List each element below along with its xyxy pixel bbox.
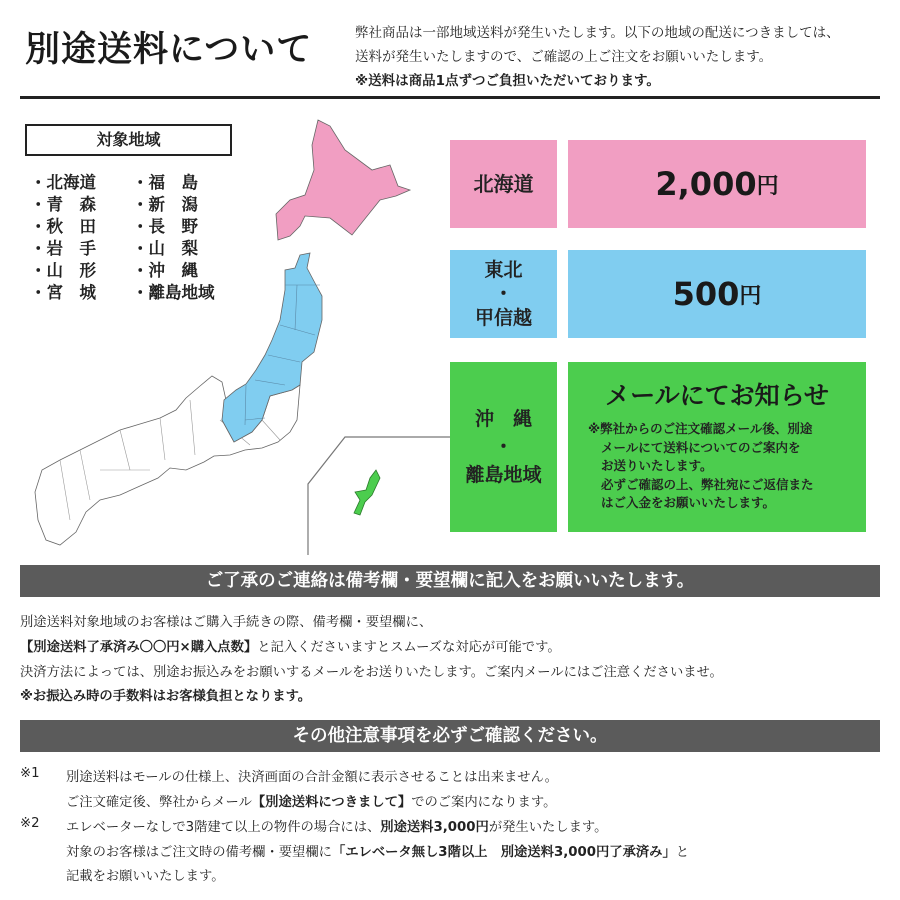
text: と: [675, 845, 690, 860]
region-item: ・長 野: [132, 217, 198, 236]
region-item: ・岩 手: [30, 239, 96, 258]
note-line: お送りいたします。: [601, 458, 713, 473]
region-name: 離島地域: [465, 464, 542, 486]
okinawa-inset-frame: [308, 437, 450, 555]
note-line: [66, 791, 556, 810]
note-line: メールにて送料についてのご案内を: [601, 439, 801, 455]
region-name: 東北: [484, 259, 523, 281]
para-line: [20, 636, 561, 655]
text: と記入くださいますとスムーズな対応が可能です。: [257, 640, 561, 655]
note-line: 記載をお願いいたします。: [66, 869, 225, 884]
region-item: ・沖 縄: [132, 261, 198, 280]
mail-notice-text: [588, 420, 866, 513]
note-mark: ※1: [20, 766, 40, 781]
price-value: 500: [672, 275, 740, 313]
note-line: 必ずご確認の上、弊社宛にご返信また: [601, 476, 814, 492]
price-value: 2,000: [655, 165, 757, 203]
price-tohoku: [568, 250, 866, 338]
text: が発生いたします。: [488, 820, 608, 835]
para-line: ※お振込み時の手数料はお客様負担となります。: [20, 689, 312, 704]
section-banner-notes: その他注意事項を必ずご確認ください。: [20, 720, 880, 752]
note-line: [66, 816, 607, 835]
region-item: ・北海道: [30, 173, 96, 192]
price-unit: 円: [739, 283, 762, 309]
region-item: ・新 潟: [132, 195, 198, 214]
price-okinawa: [568, 362, 866, 532]
region-label-okinawa: [450, 362, 557, 532]
region-item: ・青 森: [30, 195, 96, 214]
mail-notice-heading: メールにてお知らせ: [605, 381, 829, 410]
note-line: 別途送料はモールの仕様上、決済画面の合計金額に表示させることは出来ません。: [66, 770, 558, 785]
note-line: ※弊社からのご注文確認メール後、別途: [588, 421, 813, 436]
region-item: ・宮 城: [30, 283, 96, 302]
page-title: 別途送料について: [25, 30, 313, 70]
text: ご注文確定後、弊社からメール: [66, 795, 252, 810]
text: エレベーターなしで3階建て以上の物件の場合には、: [66, 820, 381, 835]
region-name: 北海道: [473, 172, 534, 196]
region-item: ・秋 田: [30, 217, 96, 236]
note-line: はご入金をお願いいたします。: [601, 495, 776, 510]
region-item: ・福 島: [132, 173, 198, 192]
region-name: 甲信越: [474, 307, 532, 329]
price-unit: 円: [756, 173, 779, 199]
bold-text: 「エレベータ無し3階以上 別途送料3,000円了承済み」: [331, 845, 676, 860]
region-separator: ・: [493, 436, 513, 458]
region-item: ・山 形: [30, 261, 96, 280]
bold-text: 【別途送料につきまして】: [251, 795, 412, 810]
header-text-line: 弊社商品は一部地域送料が発生いたします。以下の地域の配送につきましては、: [355, 25, 840, 41]
header-note: ※送料は商品1点ずつご負担いただいております。: [355, 73, 660, 89]
region-name: 沖 縄: [474, 408, 532, 430]
region-label-hokkaido: [450, 140, 557, 228]
text: 対象のお客様はご注文時の備考欄・要望欄に: [66, 845, 332, 860]
map-okinawa: [354, 470, 380, 515]
para-line: 別途送料対象地域のお客様はご購入手続きの際、備考欄・要望欄に、: [20, 615, 433, 630]
region-separator: ・: [493, 283, 513, 305]
price-hokkaido: [568, 140, 866, 228]
region-item: ・離島地域: [132, 283, 215, 302]
section-banner-contact: ご了承のご連絡は備考欄・要望欄に記入をお願いいたします。: [20, 565, 880, 597]
text: でのご案内になります。: [411, 795, 557, 810]
region-label-tohoku: [450, 250, 557, 338]
note-line: [66, 841, 689, 860]
map-hokkaido: [276, 120, 410, 240]
bold-text: 【別途送料了承済み〇〇円×購入点数】: [20, 640, 258, 655]
bold-text: 別途送料3,000円: [380, 820, 489, 835]
region-item: ・山 梨: [132, 239, 198, 258]
note-mark: ※2: [20, 816, 40, 831]
header-text-line: 送料が発生いたしますので、ご確認の上ご注文をお願いいたします。: [355, 49, 773, 65]
target-region-heading: 対象地域: [25, 124, 232, 156]
para-line: 決済方法によっては、別途お振込みをお願いするメールをお送りいたします。ご案内メールにはご注意くださいませ。: [20, 665, 723, 680]
